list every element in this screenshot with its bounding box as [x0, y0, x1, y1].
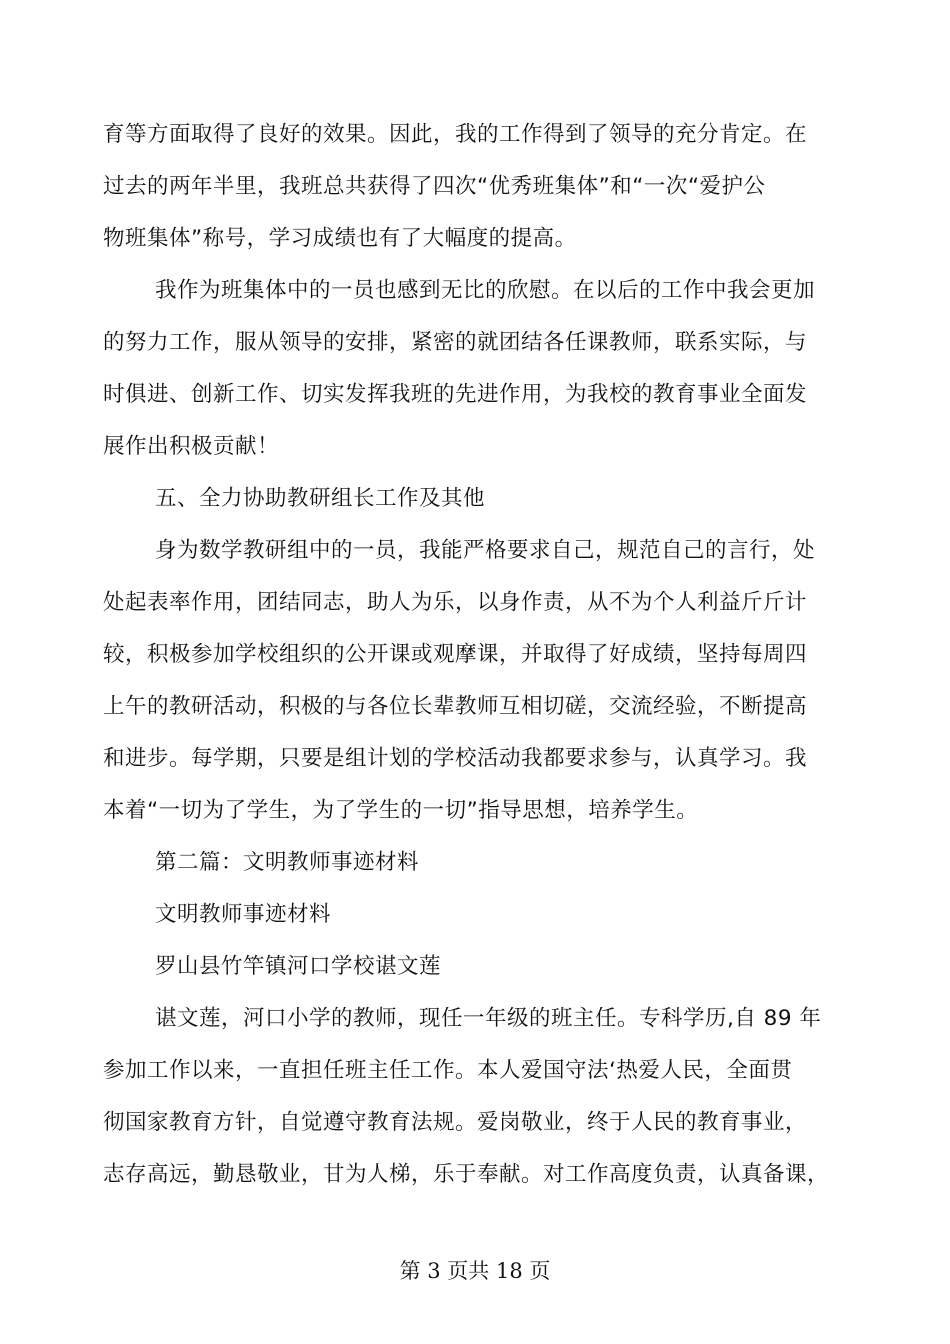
section-heading: 五、全力协助教研组长工作及其他 [155, 486, 486, 511]
text-line: 育等方面取得了良好的效果。因此，我的工作得到了领导的充分肯定。在 [103, 122, 808, 147]
text-line: 彻国家教育方针，自觉遵守教育法规。爱岗敬业，终于人民的教育事业， [103, 1110, 808, 1135]
text-line: 的努力工作，服从领导的安排，紧密的就团结各任课教师，联系实际，与 [103, 330, 808, 355]
author-line: 罗山县竹竿镇河口学校谌文莲 [155, 954, 442, 979]
paragraph-first-line: 谌文莲，河口小学的教师，现任一年级的班主任。专科学历,自 89 年 [155, 1006, 822, 1031]
text-line: 较，积极参加学校组织的公开课或观摩课，并取得了好成绩，坚持每周四 [103, 642, 808, 667]
text-line: 和进步。每学期，只要是组计划的学校活动我都要求参与，认真学习。我 [103, 746, 808, 771]
text-line: 处起表率作用，团结同志，助人为乐，以身作责，从不为个人利益斤斤计 [103, 590, 808, 615]
article-title: 文明教师事迹材料 [155, 902, 332, 927]
chapter-heading: 第二篇：文明教师事迹材料 [155, 850, 420, 875]
text-line: 时俱进、创新工作、切实发挥我班的先进作用，为我校的教育事业全面发 [103, 382, 808, 407]
text-line: 本着“一切为了学生，为了学生的一切”指导思想，培养学生。 [103, 798, 699, 823]
text-line: 展作出积极贡献！ [103, 434, 280, 459]
text-line: 上午的教研活动，积极的与各位长辈教师互相切磋，交流经验，不断提高 [103, 694, 808, 719]
page-number-footer: 第 3 页共 18 页 [399, 1259, 551, 1283]
paragraph-first-line: 我作为班集体中的一员也感到无比的欣慰。在以后的工作中我会更加 [155, 278, 816, 303]
text-line: 物班集体”称号，学习成绩也有了大幅度的提高。 [103, 226, 577, 251]
text-line: 参加工作以来，一直担任班主任工作。本人爱国守法‘热爱人民，全面贯 [103, 1058, 793, 1083]
text-line: 过去的两年半里，我班总共获得了四次“优秀班集体”和“一次“爱护公 [103, 174, 766, 199]
text-line: 志存高远，勤恳敬业，甘为人梯，乐于奉献。对工作高度负责，认真备课， [103, 1162, 830, 1187]
paragraph-first-line: 身为数学教研组中的一员，我能严格要求自己，规范自己的言行，处 [155, 538, 816, 563]
